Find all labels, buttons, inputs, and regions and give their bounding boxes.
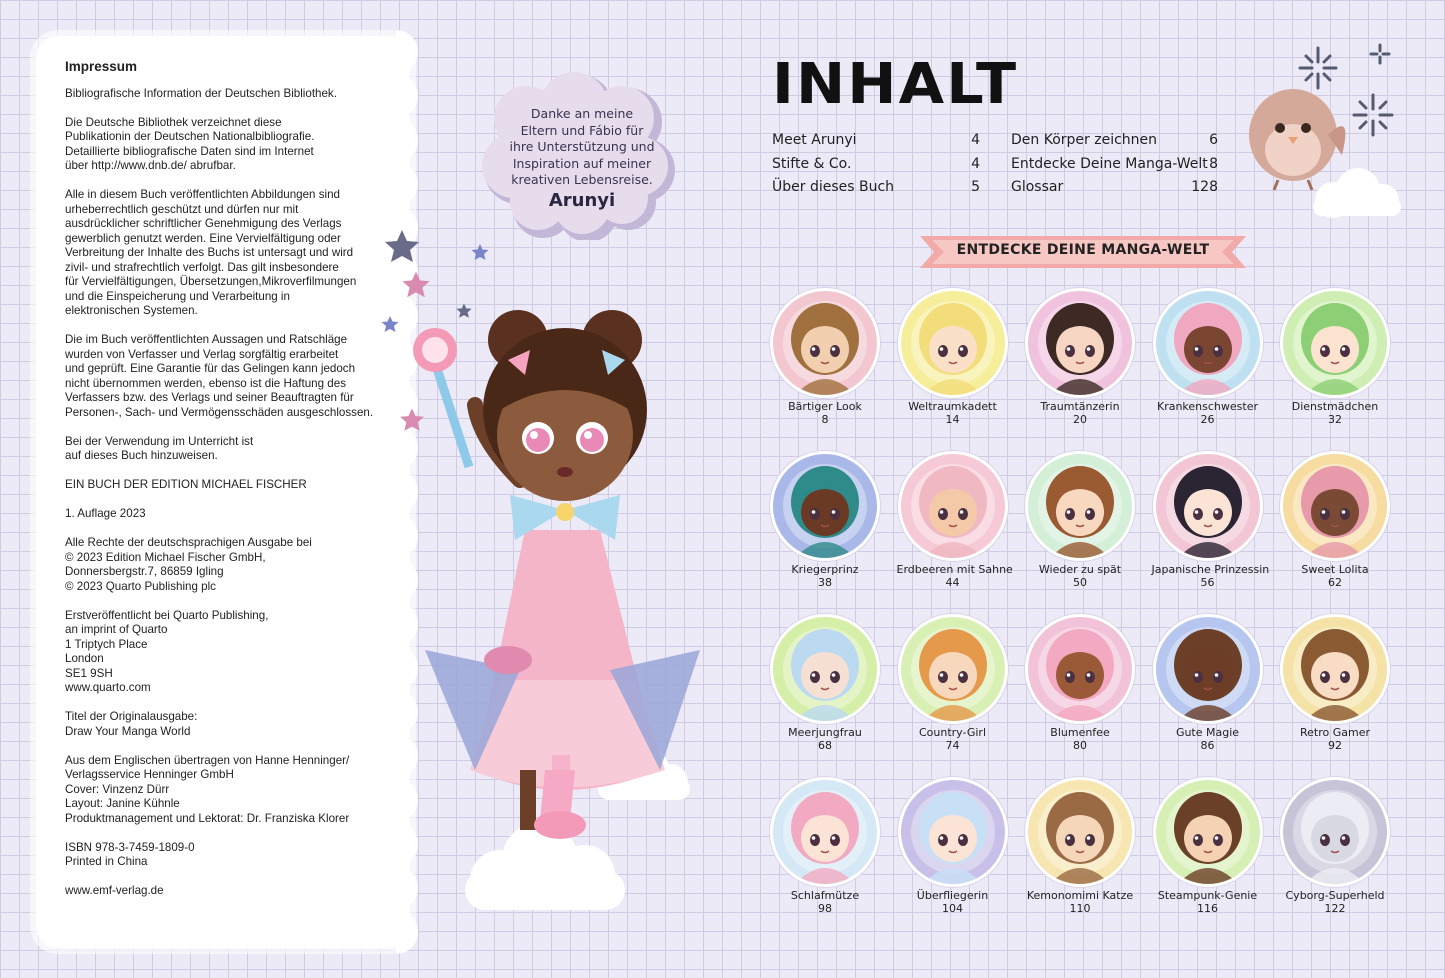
character-page-number: 8 [821,413,829,426]
character-portrait [773,454,877,558]
character-name: Retro Gamer [1299,726,1370,739]
character-card[interactable] [769,291,881,426]
character-portrait [773,780,877,884]
character-name: Country-Girl [918,726,987,739]
character-card[interactable] [1279,454,1391,589]
toc-entry-label: Über dieses Buch [772,179,895,195]
toc-entry-page: 6 [1209,132,1218,148]
character-page-number: 50 [1073,576,1087,589]
character-card[interactable] [1152,291,1264,426]
imprint-paragraph: Die Deutsche Bibliothek verzeichnet diese Publikationin der Deutschen Nationalbibliografie. Detaillierte bibliografische Daten sind im Internet über http://www.dnb.de/ abrufbar. [65,115,315,172]
character-page-number: 44 [945,576,960,589]
imprint-heading: Impressum [65,59,138,74]
bird-mascot-illustration [1238,40,1408,220]
star-icon [472,244,489,260]
character-portrait [1028,291,1132,395]
toc-entry[interactable] [1011,179,1219,203]
character-card[interactable] [1024,454,1136,589]
character-portrait [1283,454,1387,558]
character-portrait [773,617,877,721]
imprint-paragraph: www.emf-verlag.de [65,884,164,897]
character-page-number: 20 [1073,413,1087,426]
toc-entry-label: Meet Arunyi [772,132,857,148]
character-name: Steampunk-Genie [1157,889,1258,902]
character-name: Traumtänzerin [1040,400,1120,413]
character-page-number: 74 [945,739,960,752]
toc-entry-page: 5 [971,179,980,195]
character-portrait [901,780,1005,884]
star-icon [382,316,399,332]
toc-entry-page: 8 [1209,155,1218,172]
character-name: Schlafmütze [790,889,860,902]
character-card[interactable] [1279,617,1391,752]
section-banner-label: ENTDECKE DEINE MANGA-WELT [956,242,1210,258]
character-name: Erdbeeren mit Sahne [896,563,1013,576]
character-portrait [1283,291,1387,395]
character-page-number: 56 [1200,576,1215,589]
character-card[interactable] [1151,454,1270,589]
character-name: Dienstmädchen [1291,400,1379,413]
thanks-message: Danke an meine Eltern und Fábio für ihre Unterstützung und Inspiration auf meiner kreativen Lebensreise. [509,106,655,187]
character-page-number: 98 [818,902,832,915]
star-icon [385,230,419,262]
toc-entry[interactable] [772,179,982,203]
character-card[interactable] [897,291,1009,426]
character-card[interactable] [1024,780,1136,915]
imprint-paragraph: ISBN 978-3-7459-1809-0 Printed in China [65,840,195,868]
character-page-number: 92 [1328,739,1342,752]
imprint-paragraph: Alle Rechte der deutschsprachigen Ausgabe bei © 2023 Edition Michael Fischer GmbH, Donnersbergstr.7, 86859 Igling © 2023 Quarto Publishing plc [65,536,312,593]
toc-entry-label: Entdecke Deine Manga-Welt [1011,155,1208,172]
toc-entry-label: Glossar [1011,179,1064,195]
character-page-number: 14 [945,413,960,426]
character-page-number: 86 [1200,739,1215,752]
imprint-paragraph: 1. Auflage 2023 [65,507,146,520]
character-page-number: 32 [1328,413,1342,426]
imprint-paragraph: Alle in diesem Buch veröffentlichten Abbildungen sind urheberrechtlich geschützt und dürfen nur mit ausdrücklicher schriftlicher Genehmigung des Verlags gewerblich genutzt werden. Eine Vervielfältigung oder Verbreitung der Inhalte des Buchs ist untersagt und wird zivil- und strafrechtlich verfolgt. Das gilt insbesondere für Vervielfältigungen, Übersetzungen,Mikroverfilmungen und die Einspeicherung und Verarbeitung in elektronischen Systemen. [65,188,357,317]
character-name: Blumenfee [1050,726,1110,739]
character-card[interactable] [1152,780,1264,915]
character-name: Japanische Prinzessin [1151,563,1270,576]
character-name: Gute Magie [1175,726,1240,739]
character-name: Weltraumkadett [908,400,997,413]
character-portrait [1283,780,1387,884]
character-page-number: 104 [942,902,963,915]
imprint-paragraph: Aus dem Englischen übertragen von Hanne Henninger/ Verlagsservice Henninger GmbH Cover: Vinzenz Dürr Layout: Janine Kühnle Produktmanagement und Lektorat: Dr. Franziska Klorer [65,753,350,825]
imprint-paragraph: Bibliografische Information der Deutschen Bibliothek. [65,86,337,100]
toc-entry[interactable] [1011,156,1219,180]
character-portrait [901,454,1005,558]
character-portrait [1156,291,1260,395]
character-card[interactable] [897,780,1009,915]
imprint-paragraph: Die im Buch veröffentlichten Aussagen und Ratschläge wurden von Verfasser und Verlag sorgfältig erarbeitet und geprüft. Eine Garantie für das Gelingen kann jedoch nicht übernommen werden, ebenso ist die Haftung des Verfassers bzw. des Verlags und seiner Beauftragten für Personen-, Sach- und Vermögensschäden ausgeschlossen. [65,333,374,419]
toc-column-left [772,132,982,203]
character-name: Cyborg-Superheld [1285,889,1385,902]
character-card[interactable] [769,454,881,589]
imprint-text-block [65,60,385,913]
toc-entry-page: 4 [971,132,980,148]
character-page-number: 68 [818,739,832,752]
toc-entry-label: Stifte & Co. [772,155,852,172]
character-page-number: 80 [1073,739,1087,752]
imprint-paragraph: Titel der Originalausgabe: Draw Your Manga World [65,710,198,738]
character-card[interactable] [769,617,881,752]
character-portrait [901,617,1005,721]
character-card[interactable] [1279,780,1391,915]
character-name: Kriegerprinz [791,563,859,576]
character-portrait [1156,617,1260,721]
character-card[interactable] [769,780,881,915]
page-title: INHALT [772,52,1019,117]
character-card[interactable] [1024,617,1136,752]
character-page-number: 38 [818,576,832,589]
character-portrait [773,291,877,395]
character-page-number: 110 [1069,902,1091,915]
character-portrait [1028,780,1132,884]
character-portrait [1283,617,1387,721]
character-name: Krankenschwester [1156,400,1258,413]
toc-entry-label: Den Körper zeichnen [1011,132,1158,148]
character-portrait [1028,617,1132,721]
character-card[interactable] [1024,291,1136,426]
toc-entry[interactable] [772,156,982,180]
heroine-illustration [380,210,740,910]
star-icon [456,303,471,317]
character-portrait [1156,454,1260,558]
imprint-paragraph: Bei der Verwendung im Unterricht ist auf dieses Buch hinzuweisen. [65,434,254,462]
character-name: Bärtiger Look [788,400,862,413]
character-card[interactable] [897,617,1009,752]
character-card[interactable] [1152,617,1264,752]
character-portrait [1156,780,1260,884]
character-portrait [901,291,1005,395]
character-name: Meerjungfrau [788,726,862,739]
character-page-number: 116 [1197,902,1218,915]
thanks-signature: Arunyi [548,190,616,211]
character-name: Kemonomimi Katze [1026,889,1134,902]
character-page-number: 62 [1328,576,1342,589]
character-portrait [1028,454,1132,558]
imprint-paragraph: EIN BUCH DER EDITION MICHAEL FISCHER [65,478,307,491]
toc-entry[interactable] [772,132,982,156]
character-name: Überfliegerin [916,889,989,902]
imprint-paragraph: Erstveröffentlicht bei Quarto Publishing, an imprint of Quarto 1 Triptych Place London SE1 9SH www.quarto.com [65,608,269,694]
character-card[interactable] [1279,291,1391,426]
character-page-number: 26 [1200,413,1215,426]
character-name: Sweet Lolita [1301,563,1369,576]
star-icon [400,408,424,430]
character-page-number: 122 [1324,902,1346,915]
star-icon [402,272,429,298]
toc-entry-page: 128 [1191,179,1218,195]
toc-entry-page: 4 [971,155,980,172]
toc-column-right [1011,132,1219,203]
character-card[interactable] [896,454,1013,589]
toc-entry[interactable] [1011,132,1219,156]
character-name: Wieder zu spät [1038,563,1122,576]
